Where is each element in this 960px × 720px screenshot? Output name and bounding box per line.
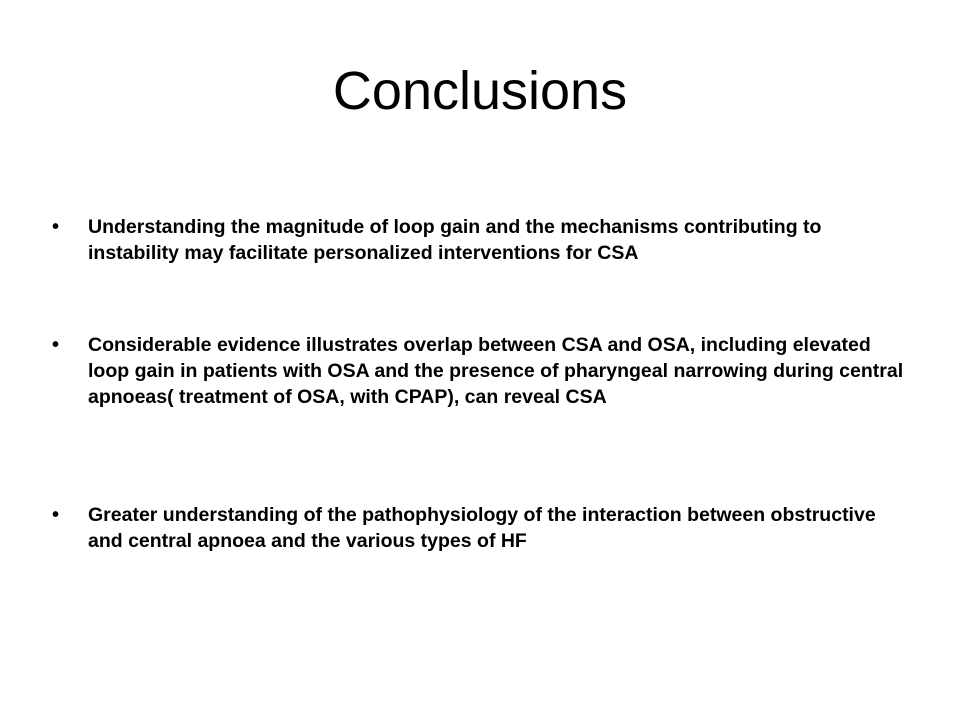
bullet-text: Understanding the magnitude of loop gain and the mechanisms contributing to instability may facilitate personalized interventions for CSA: [88, 216, 822, 264]
bullet-marker: •: [52, 216, 60, 238]
bullet-marker: •: [52, 334, 60, 356]
bullet-text: Considerable evidence illustrates overlap between CSA and OSA, including elevated loop gain in patients with OSA and the presence of pharyngeal narrowing during central apnoeas( treatment of OSA, with CPAP), can reveal CSA: [88, 334, 904, 408]
bullet-marker: •: [52, 504, 60, 526]
slide-title: Conclusions: [332, 61, 628, 121]
bullet-text: Greater understanding of the pathophysiology of the interaction between obstructive and central apnoea and the various types of HF: [88, 504, 876, 552]
